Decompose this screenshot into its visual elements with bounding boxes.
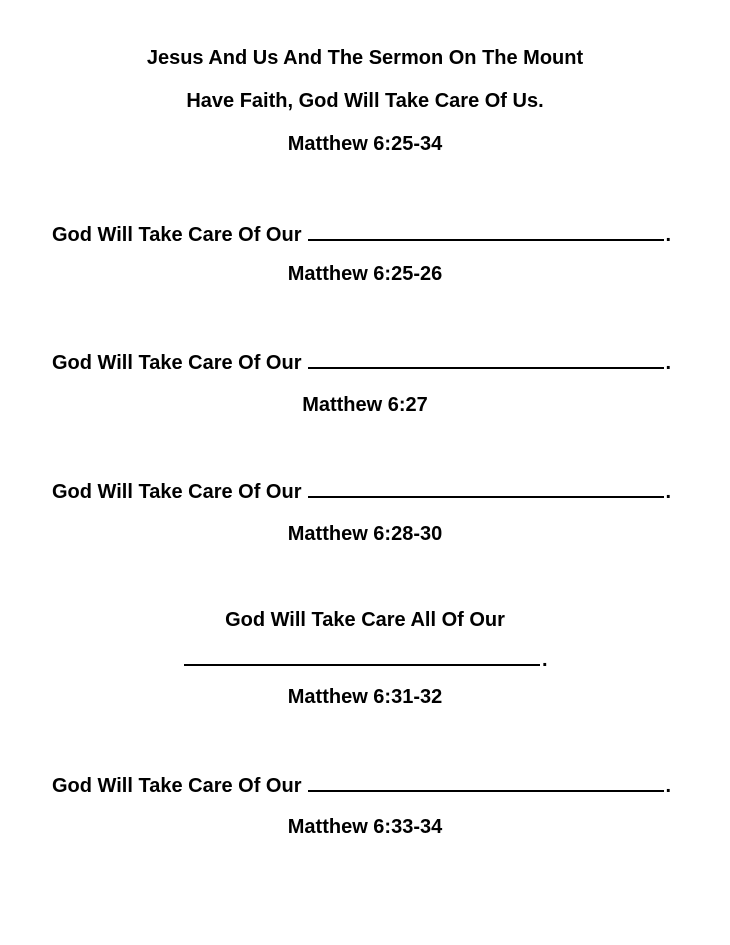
period: . bbox=[665, 352, 672, 374]
page-title: Jesus And Us And The Sermon On The Mount bbox=[146, 47, 584, 69]
fill-in-line-3 bbox=[52, 478, 671, 504]
prompt-text: God Will Take Care Of Our bbox=[52, 352, 302, 374]
period: . bbox=[665, 775, 672, 797]
scripture-reference: Matthew 6:33-34 bbox=[287, 816, 443, 838]
scripture-reference: Matthew 6:31-32 bbox=[287, 686, 443, 708]
period: . bbox=[665, 224, 672, 246]
scripture-reference: Matthew 6:25-26 bbox=[287, 263, 443, 285]
fill-in-line-1 bbox=[52, 221, 671, 247]
page-subtitle: Have Faith, God Will Take Care Of Us. bbox=[186, 90, 544, 112]
fill-in-line-2 bbox=[52, 349, 671, 375]
answer-blank[interactable] bbox=[308, 349, 664, 369]
period: . bbox=[665, 481, 672, 503]
scripture-reference: Matthew 6:27 bbox=[302, 394, 428, 416]
prompt-text: God Will Take Care Of Our bbox=[52, 481, 302, 503]
prompt-text: God Will Take Care Of Our bbox=[52, 224, 302, 246]
period: . bbox=[542, 649, 548, 671]
scripture-reference: Matthew 6:28-30 bbox=[287, 523, 443, 545]
answer-blank[interactable] bbox=[308, 772, 664, 792]
prompt-text: God Will Take Care All Of Our bbox=[225, 609, 505, 631]
fill-in-line-4 bbox=[184, 646, 548, 672]
fill-in-line-5 bbox=[52, 772, 671, 798]
prompt-text: God Will Take Care Of Our bbox=[52, 775, 302, 797]
answer-blank[interactable] bbox=[308, 221, 664, 241]
answer-blank[interactable] bbox=[308, 478, 664, 498]
answer-blank[interactable] bbox=[184, 646, 540, 666]
main-reference: Matthew 6:25-34 bbox=[287, 133, 443, 155]
